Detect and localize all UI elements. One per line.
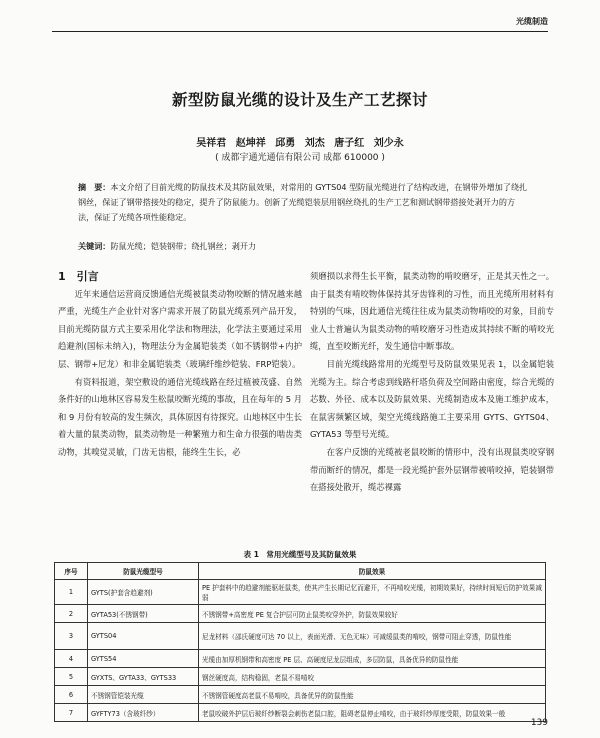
paragraph: 有资料报道，架空敷设的通信光缆线路在经过植被茂盛、自然条件好的山地林区容易发生松鼠咬断光缆的事故，且在每年的 5 月和 9 月份有较高的发生频次，具体原因有待探究。山地林区中生长着大量的鼠类动物，鼠类动物是一种繁殖力和生命力很强的啮齿类动物，其嗅觉灵敏，门齿无齿根，能终生生长，必 [58, 376, 302, 457]
table-cell: 2 [55, 605, 88, 623]
abstract-text: 本文介绍了目前光缆的防鼠技术及其防鼠效果，对常用的 GYTS04 型防鼠光缆进行了结构改进，在钢带外增加了绕扎钢丝，保证了钢带搭接处的稳定，提升了防鼠能力。创新了光缆铠装层用钢丝绕扎的生产工艺和测试钢带搭接处剥开力的方法，保证了光缆各项性能稳定。 [78, 182, 528, 223]
table-header-row [55, 563, 546, 580]
table-row [55, 686, 546, 704]
table-row [55, 623, 546, 650]
table-header-cell: 序号 [55, 563, 88, 580]
table-row [55, 650, 546, 668]
table-row [55, 605, 546, 623]
paper-title: 新型防鼠光缆的设计及生产工艺探讨 [171, 91, 428, 109]
table-cell: 7 [55, 704, 88, 722]
section-heading: 1 引言 [58, 270, 99, 283]
table-row [55, 704, 546, 722]
page-number: 139 [530, 718, 548, 728]
table-row [55, 668, 546, 686]
paragraph: 目前光缆线路常用的光缆型号及防鼠效果见表 1，以金属铠装光缆为主。综合考虑到线路杆塔负荷及空间路由密度，综合光缆的芯数、外径、成本以及防鼠效果、光缆制造成本及施工维护成本，在鼠害频繁区域，架空光缆线路施工主要采用 GYTS、GYTS04、GYTA53 等型号光缆。 [310, 358, 554, 440]
data-table [54, 562, 546, 722]
table-cell: 5 [55, 668, 88, 686]
right-column [310, 268, 554, 497]
table-cell: 4 [55, 650, 88, 668]
table-cell: 钢丝硬度高，结构稳固，老鼠不易啃咬 [199, 668, 546, 686]
table-cell: GYFTY73（含玻纤纱） [88, 704, 199, 722]
table-cell: GYTS(护套含趋避剂) [88, 580, 199, 605]
table-cell: PE 护套料中的趋避剂能驱赶鼠类，使其产生长期记忆而避开，不再啃咬光缆，初期效果好，持续时间短后防护效果减弱 [199, 580, 546, 605]
table-cell: GYTS04 [88, 623, 199, 650]
table-caption: 表 1 常用光缆型号及其防鼠效果 [243, 550, 357, 559]
keywords [78, 239, 530, 253]
running-header: 光缆制造 [516, 17, 548, 26]
paragraph: 在客户反馈的光缆被老鼠咬断的情形中，没有出现鼠类咬穿钢带而断纤的情况，都是一段光缆护套外层钢带被啃咬掉，铠装钢带在搭接处散开，缆芯裸露 [310, 446, 554, 493]
table-header-cell: 防鼠效果 [199, 563, 546, 580]
left-column [58, 268, 302, 462]
abstract-label: 摘 要： [78, 182, 111, 192]
paragraph: 近年来通信运营商反馈通信光缆被鼠类动物咬断的情况越来越严重，光缆生产企业针对客户需求开展了防鼠光缆系列产品开发，目前光缆防鼠方式主要采用化学法和物理法，化学法主要通过采用趋避剂(国标未纳入)，物理法分为金属铠装类（如不锈钢带+内护层、钢带+尼龙）和非金属铠装类（玻璃纤维纱铠装、FRP铠装）。 [58, 288, 302, 369]
keywords-text: 防鼠光缆；铠装钢带；绕扎钢丝；剥开力 [110, 241, 257, 251]
table-cell: 老鼠咬破外护层后玻纤纱断裂会刺伤老鼠口腔，阻碍老鼠停止啃咬，由于玻纤纱厚度受限，防鼠效果一般 [199, 704, 546, 722]
table-cell: GYXTS、GYTA33、GYTS33 [88, 668, 199, 686]
table-row [55, 580, 546, 605]
keywords-label: 关键词： [78, 241, 111, 251]
author-list: 吴祥君 赵坤祥 邱勇 刘杰 唐子红 刘少永 [196, 138, 404, 149]
table-header-cell: 防鼠光缆型号 [88, 563, 199, 580]
table-cell: 不锈钢带+高密度 PE 复合护层可防止鼠类咬穿外护，防鼠效果较好 [199, 605, 546, 623]
abstract [78, 180, 530, 226]
table-cell: GYTS54 [88, 650, 199, 668]
table-cell: 1 [55, 580, 88, 605]
table-cell: GYTA53(不锈钢带) [88, 605, 199, 623]
affiliation: ( 成都宇通光通信有限公司 成都 610000 ) [215, 153, 385, 163]
table-cell: 不锈钢管铠装光缆 [88, 686, 199, 704]
table-cell: 光缆由加厚机钢带和高密度 PE 层、高硬度尼龙层组成，多层防鼠，具备优异的防鼠性能 [199, 650, 546, 668]
table-cell: 6 [55, 686, 88, 704]
header-rule [52, 31, 548, 32]
table-cell: 尼龙材料（邵氏硬度可达 70 以上，表面光滑、无色无味）可减缓鼠类的啃咬，钢带可阻止穿透，防鼠性能 [199, 623, 546, 650]
table-cell: 3 [55, 623, 88, 650]
table-cell: 不锈钢管硬度高老鼠不易啃咬，具备优异的防鼠性能 [199, 686, 546, 704]
paragraph: 须磨损以求得生长平衡，鼠类动物的啃咬磨牙，正是其天性之一。由于鼠类有啃咬物体保持其牙齿锋利的习性，而且光缆所用材料有特别的气味，因此通信光缆往往成为鼠类动物啃咬的对象，目前专业人士普遍认为鼠类动物的啃咬磨牙习性造成其持续不断的啃咬光缆，直至咬断光纤，发生通信中断事故。 [310, 271, 554, 352]
